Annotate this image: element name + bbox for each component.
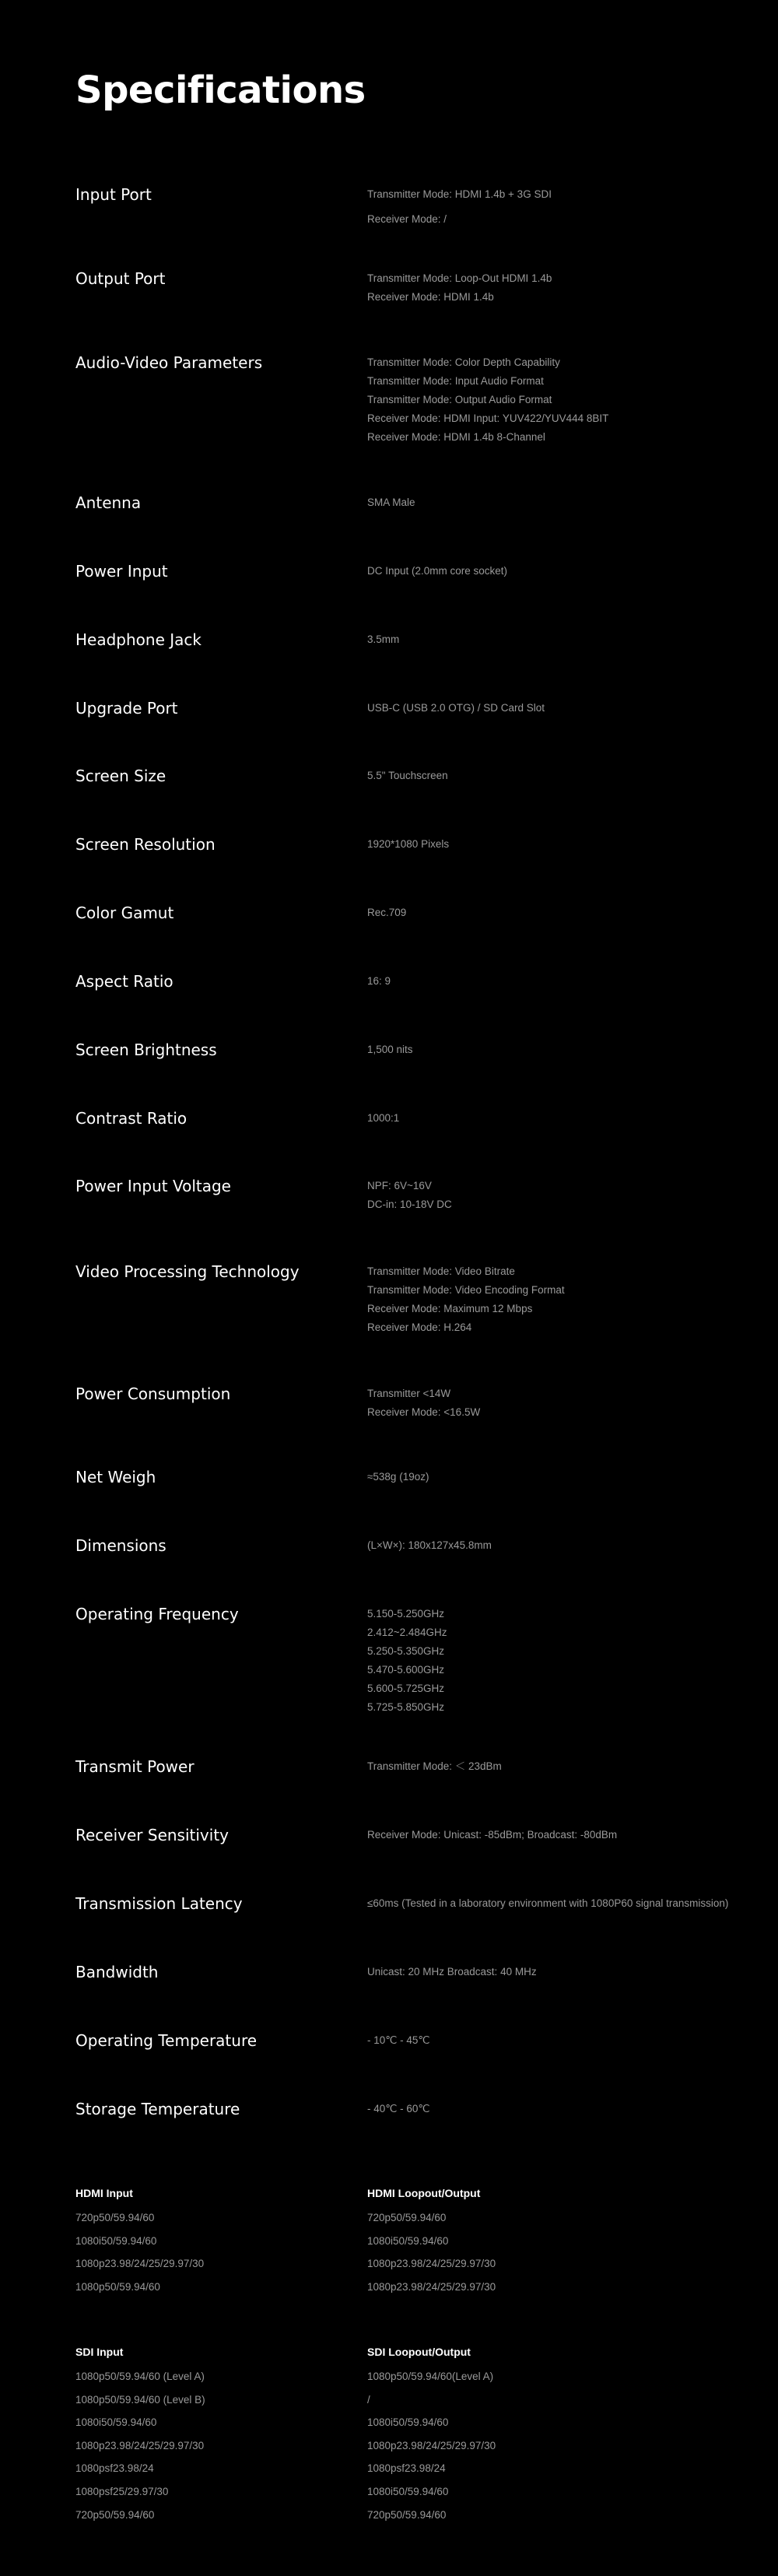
spec-label: Aspect Ratio (75, 972, 173, 991)
spec-value-list (367, 562, 507, 581)
format-item: 1080p50/59.94/60 (Level B) (75, 2393, 205, 2406)
spec-value: 5.600-5.725GHz (367, 1683, 445, 1694)
sdi-output-heading: SDI Loopout/Output (367, 2346, 471, 2358)
spec-value: 5.470-5.600GHz (367, 1664, 445, 1676)
spec-value-list (367, 1894, 728, 1913)
spec-label: Bandwidth (75, 1963, 159, 1981)
spec-label: Color Gamut (75, 904, 174, 922)
format-item: 1080psf23.98/24 (367, 2462, 446, 2475)
format-item: 720p50/59.94/60 (75, 2212, 155, 2223)
spec-value-list (367, 1385, 480, 1422)
spec-value: Rec.709 (367, 907, 407, 918)
hdmi-output-column (367, 2184, 647, 2298)
spec-label: Transmit Power (75, 1757, 194, 1776)
spec-value-list (367, 353, 608, 447)
format-item: 720p50/59.94/60 (75, 2508, 155, 2521)
spec-value: USB-C (USB 2.0 OTG) / SD Card Slot (367, 702, 545, 714)
spec-value: Unicast: 20 MHz Broadcast: 40 MHz (367, 1966, 537, 1978)
hdmi-output-list (367, 2206, 647, 2298)
spec-value: 5.5" Touchscreen (367, 770, 448, 781)
sdi-input-column (75, 2343, 356, 2526)
spec-label: Power Input (75, 562, 168, 581)
spec-value: Transmitter Mode: Video Bitrate (367, 1265, 515, 1277)
spec-value-list (367, 1262, 565, 1337)
spec-value-list (367, 767, 448, 785)
spec-value-list (367, 2031, 430, 2050)
spec-value-list (367, 1757, 502, 1776)
spec-value: Transmitter <14W (367, 1388, 451, 1399)
spec-value: 16: 9 (367, 975, 391, 987)
format-item: 1080p50/59.94/60 (Level A) (75, 2371, 205, 2382)
spec-value-list (367, 1963, 537, 1981)
spec-value: 1000:1 (367, 1112, 400, 1124)
spec-value-list (367, 185, 552, 229)
format-item: 1080i50/59.94/60 (75, 2416, 157, 2429)
sdi-output-column (367, 2343, 647, 2526)
sdi-input-list (75, 2365, 356, 2526)
spec-value: Transmitter Mode: Input Audio Format (367, 375, 544, 387)
spec-value: Receiver Mode: HDMI Input: YUV422/YUV444 8BIT (367, 412, 609, 424)
spec-value: 3.5mm (367, 633, 400, 645)
hdmi-input-list (75, 2206, 356, 2298)
spec-value: - 40℃ - 60℃ (367, 2103, 430, 2114)
spec-label: Screen Resolution (75, 835, 216, 854)
spec-value-list (367, 1109, 399, 1128)
format-item: 1080p23.98/24/25/29.97/30 (75, 2439, 205, 2451)
spec-label: Output Port (75, 269, 166, 288)
format-item: 1080p50/59.94/60 (75, 2280, 160, 2293)
spec-value: Transmitter Mode: Output Audio Format (367, 394, 552, 405)
spec-value: 5.250-5.350GHz (367, 1645, 445, 1657)
format-item: 1080i50/59.94/60 (367, 2416, 449, 2429)
spec-value: NPF: 6V~16V (367, 1180, 432, 1191)
spec-value-list (367, 1826, 617, 1844)
spec-label: Screen Brightness (75, 1041, 217, 1059)
spec-value: 1,500 nits (367, 1044, 413, 1055)
spec-value: Receiver Mode: HDMI 1.4b 8-Channel (367, 431, 545, 443)
spec-label: Antenna (75, 493, 142, 512)
spec-value: Transmitter Mode: Video Encoding Format (367, 1284, 565, 1296)
spec-label: Input Port (75, 185, 152, 204)
spec-value: Transmitter Mode: Color Depth Capability (367, 356, 560, 368)
spec-value: Receiver Mode: <16.5W (367, 1406, 481, 1418)
spec-value-list (367, 1536, 492, 1555)
hdmi-input-column (75, 2184, 356, 2298)
format-item: 1080i50/59.94/60 (367, 2234, 449, 2247)
spec-value: Receiver Mode: / (367, 213, 447, 225)
spec-value: Receiver Mode: Maximum 12 Mbps (367, 1303, 533, 1314)
spec-value-list (367, 1605, 447, 1717)
spec-value-list (367, 1177, 452, 1214)
spec-value: Transmitter Mode: Loop-Out HDMI 1.4b (367, 272, 552, 284)
format-item: 1080psf25/29.97/30 (75, 2485, 169, 2497)
spec-value: (L×W×): 180x127x45.8mm (367, 1539, 492, 1551)
spec-label: Power Consumption (75, 1385, 231, 1403)
spec-label: Dimensions (75, 1536, 166, 1555)
spec-value: - 10℃ - 45℃ (367, 2034, 430, 2046)
spec-label: Power Input Voltage (75, 1177, 231, 1195)
spec-label: Audio-Video Parameters (75, 353, 263, 372)
spec-value: Receiver Mode: Unicast: -85dBm; Broadcast: -80dBm (367, 1829, 618, 1841)
spec-value: ≈538g (19oz) (367, 1471, 429, 1483)
spec-label: Video Processing Technology (75, 1262, 300, 1281)
spec-label: Upgrade Port (75, 699, 178, 718)
format-item: 1080p23.98/24/25/29.97/30 (367, 2439, 496, 2451)
format-item: 1080p23.98/24/25/29.97/30 (367, 2258, 496, 2270)
spec-label: Screen Size (75, 767, 166, 785)
spec-value: Transmitter Mode: ＜ 23dBm (367, 1760, 502, 1772)
sdi-output-list (367, 2365, 647, 2526)
format-item: / (367, 2393, 370, 2406)
spec-label: Transmission Latency (75, 1894, 243, 1913)
hdmi-input-heading: HDMI Input (75, 2187, 133, 2199)
spec-label: Operating Frequency (75, 1605, 239, 1623)
format-item: 720p50/59.94/60 (367, 2508, 447, 2521)
spec-label: Net Weigh (75, 1468, 156, 1486)
spec-value: 2.412~2.484GHz (367, 1627, 447, 1638)
spec-value: DC-in: 10-18V DC (367, 1199, 452, 1210)
format-item: 1080i50/59.94/60 (75, 2234, 157, 2247)
spec-value-list (367, 835, 449, 854)
format-item: 1080psf23.98/24 (75, 2462, 154, 2475)
spec-value: 5.725-5.850GHz (367, 1701, 445, 1713)
format-item: 1080p23.98/24/25/29.97/30 (75, 2258, 205, 2270)
spec-value: Transmitter Mode: HDMI 1.4b + 3G SDI (367, 188, 552, 200)
spec-label: Receiver Sensitivity (75, 1826, 230, 1844)
spec-value-list (367, 972, 391, 991)
spec-value: Receiver Mode: H.264 (367, 1321, 472, 1333)
spec-value: 5.150-5.250GHz (367, 1608, 445, 1620)
spec-value-list (367, 1468, 429, 1486)
spec-label: Contrast Ratio (75, 1109, 187, 1128)
spec-value: DC Input (2.0mm core socket) (367, 565, 508, 577)
format-item: 720p50/59.94/60 (367, 2212, 447, 2223)
spec-value-list (367, 630, 399, 649)
spec-value-list (367, 2100, 430, 2118)
spec-label: Operating Temperature (75, 2031, 258, 2050)
spec-value-list (367, 269, 552, 307)
spec-value: SMA Male (367, 497, 415, 508)
spec-value-list (367, 699, 545, 718)
spec-label: Storage Temperature (75, 2100, 240, 2118)
spec-value-list (367, 1041, 413, 1059)
spec-label: Headphone Jack (75, 630, 202, 649)
spec-value: 1920*1080 Pixels (367, 838, 450, 850)
spec-value: ≤60ms (Tested in a laboratory environment with 1080P60 signal transmission) (367, 1897, 729, 1909)
sdi-input-heading: SDI Input (75, 2346, 124, 2358)
format-item: 1080p23.98/24/25/29.97/30 (367, 2280, 496, 2293)
hdmi-output-heading: HDMI Loopout/Output (367, 2187, 481, 2199)
spec-value-list (367, 904, 406, 922)
spec-value: Receiver Mode: HDMI 1.4b (367, 291, 494, 303)
page-title: Specifications (75, 68, 366, 112)
format-item: 1080p50/59.94/60(Level A) (367, 2371, 494, 2382)
format-item: 1080i50/59.94/60 (367, 2485, 449, 2497)
spec-value-list (367, 493, 415, 512)
